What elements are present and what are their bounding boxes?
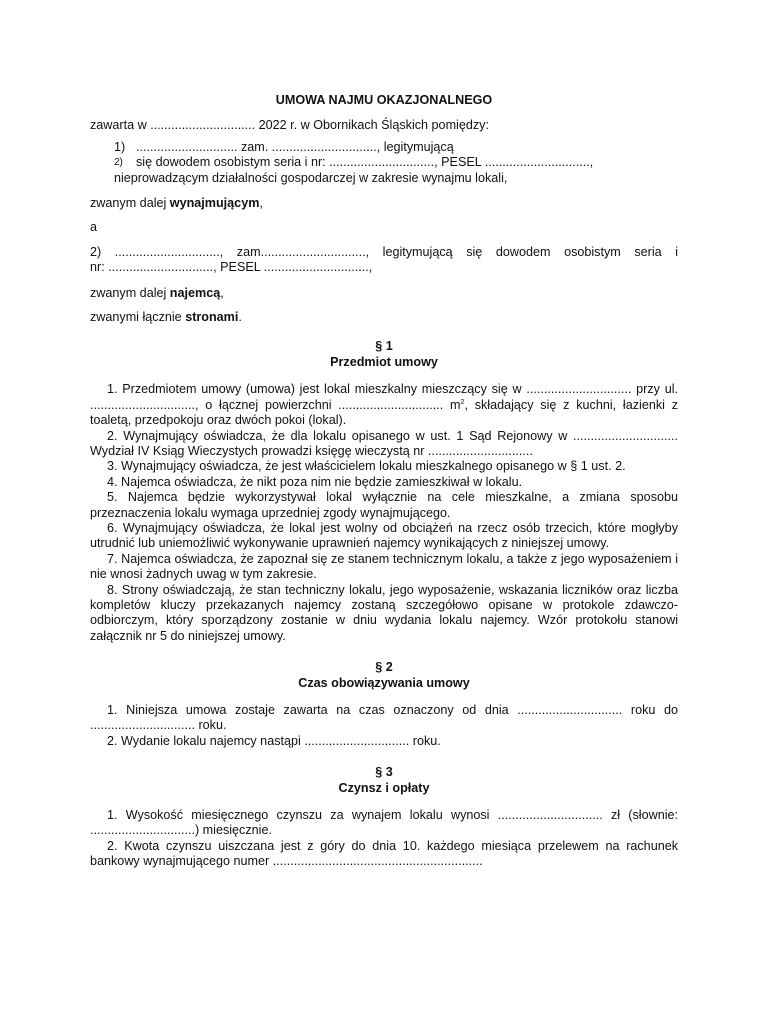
party-1-line-3: nieprowadzącym działalności gospodarczej w zakresie wynajmu lokali, xyxy=(114,170,508,185)
section-1-title: Przedmiot umowy xyxy=(330,354,438,369)
section-3-para-1: 1. Wysokość miesięcznego czynszu za wynajem lokalu wynosi .............................. zł (słownie: ..............................) miesięcznie. xyxy=(90,808,678,838)
section-1-para-3: 3. Wynajmujący oświadcza, że jest właścicielem lokalu mieszkalnego opisanego w § 1 ust. 2. xyxy=(107,459,626,474)
document-title: UMOWA NAJMU OKAZJONALNEGO xyxy=(275,93,493,107)
section-1-para-5: 5. Najemca będzie wykorzystywał lokal wyłącznie na cele mieszkalne, a zmiana sposobu przeznaczenia lokalu wymaga uprzedniej zgody wynajmującego. xyxy=(90,490,678,520)
section-2-para-1: 1. Niniejsza umowa zostaje zawarta na czas oznaczony od dnia .............................. roku do .............................. roku. xyxy=(90,703,678,733)
section-2-title: Czas obowiązywania umowy xyxy=(298,675,470,690)
document-body xyxy=(90,0,678,870)
section-2-symbol: § 2 xyxy=(375,660,393,675)
section-1-para-2: 2. Wynajmujący oświadcza, że dla lokalu opisanego w ust. 1 Sąd Rejonowy w .............................. Wydział IV Ksiąg Wieczystych prowadzi księgę wieczystą nr .............................. xyxy=(90,428,678,458)
zwanym-wynajmujacym: zwanym dalej wynajmującym, xyxy=(90,196,263,211)
party-1-line-2: 2) się dowodem osobistym seria i nr: .............................., PESEL .............................., xyxy=(114,155,594,170)
party-2-line-1: 2) .............................., zam.............................., legitymującą się dowodem osobistym seria i xyxy=(90,244,678,259)
zwanym-najemca: zwanym dalej najemcą, xyxy=(90,285,224,300)
section-1-para-8: 8. Strony oświadczają, że stan techniczny lokalu, jego wyposażenie, wskazania liczników oraz liczba kompletów kluczy przekazanych najemcy zostaną szczegółowo opisane w protokole zdawczo-odbiorczym, który sporządzony zostanie w dniu wydania lokalu najemcy. Wzór protokołu stanowi załącznik nr 5 do niniejszej umowy. xyxy=(90,582,678,643)
section-1-para-1: 1. Przedmiotem umowy (umowa) jest lokal mieszkalny mieszczący się w .............................. przy ul. .............................., o łącznej powierzchni .............................. $m^2$, składający się z kuchni, łazienki z toaletą, przedpokoju oraz dwóch pokoi (lokal). xyxy=(90,382,678,428)
section-1-symbol: § 1 xyxy=(375,339,393,354)
section-1-para-7: 7. Najemca oświadcza, że zapoznał się ze stanem technicznym lokalu, a także z jego wyposażeniem i nie wnosi żadnych uwag w tym zakresie. xyxy=(90,551,678,582)
list-number: 1) xyxy=(114,139,126,154)
section-1-para-6: 6. Wynajmujący oświadcza, że lokal jest wolny od obciążeń na rzecz osób trzecich, które mogłyby utrudnić lub uniemożliwić wykonywanie uprawnień najemcy wynikających z niniejszej umowy. xyxy=(90,520,678,551)
section-3-title: Czynsz i opłaty xyxy=(338,780,430,795)
list-number: 2) xyxy=(114,157,123,169)
section-3-body xyxy=(90,808,678,870)
zwanymi-stronami: zwanymi łącznie stronami. xyxy=(90,310,242,325)
party-1-line-1: 1) ............................. zam. .............................., legitymującą xyxy=(114,139,454,154)
section-3-para-2: 2. Kwota czynszu uiszczana jest z góry do dnia 10. każdego miesiąca przelewem na rachunek bankowy wynajmującego numer ............................................................ xyxy=(90,838,678,869)
section-3-symbol: § 3 xyxy=(375,765,393,780)
party-2-line-2: nr: .............................., PESEL .............................., xyxy=(90,260,373,275)
section-1-para-4: 4. Najemca oświadcza, że nikt poza nim nie będzie zamieszkiwał w lokalu. xyxy=(107,474,523,489)
party-1-list xyxy=(114,140,678,186)
section-2-para-2: 2. Wydanie lokalu najemcy nastąpi .............................. roku. xyxy=(107,733,441,748)
section-2-body xyxy=(90,703,678,749)
intro-line: zawarta w .............................. 2022 r. w Obornikach Śląskich pomiędzy: xyxy=(90,118,489,133)
conjunction-a: a xyxy=(90,220,98,235)
section-1-body xyxy=(90,382,678,644)
